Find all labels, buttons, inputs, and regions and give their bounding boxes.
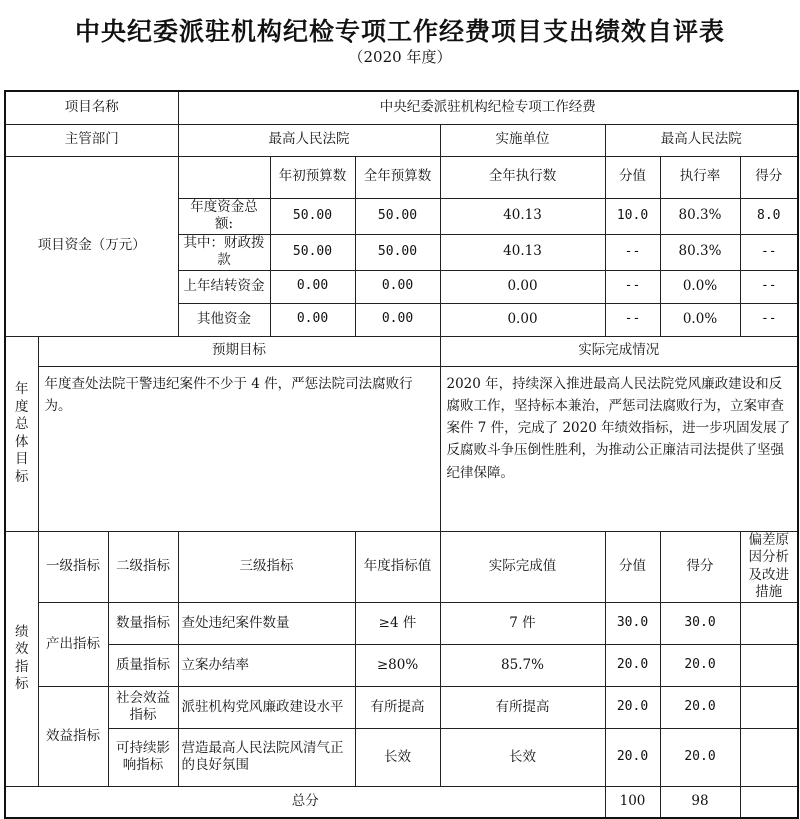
funds-row-initial: 0.00 [270, 303, 355, 336]
funds-row-annual: 0.00 [355, 270, 440, 303]
perf-target: ≥80% [355, 644, 440, 686]
perf-weight: 30.0 [605, 602, 660, 644]
actual-completion-label: 实际完成情况 [440, 336, 798, 366]
perf-score: 20.0 [660, 728, 740, 786]
funds-header-row [5, 156, 798, 198]
perf-reason [740, 686, 798, 728]
project-name-row [5, 91, 798, 124]
perf-label: 绩效指标 [5, 531, 38, 786]
perf-header-level1: 一级指标 [38, 531, 108, 602]
dept-row [5, 124, 798, 156]
perf-score: 20.0 [660, 644, 740, 686]
perf-weight: 20.0 [605, 728, 660, 786]
project-name-label: 项目名称 [5, 91, 178, 124]
impl-label: 实施单位 [440, 124, 605, 156]
funds-row-annual: 50.00 [355, 198, 440, 234]
perf-header-level2: 二级指标 [108, 531, 178, 602]
funds-row-executed: 40.13 [440, 234, 605, 270]
perf-level2: 质量指标 [108, 644, 178, 686]
perf-score: 20.0 [660, 686, 740, 728]
perf-level3: 查处违纪案件数量 [178, 602, 355, 644]
goals-header-row [5, 336, 798, 366]
perf-level2: 数量指标 [108, 602, 178, 644]
funds-row-label: 上年结转资金 [178, 270, 270, 303]
perf-target: 有所提高 [355, 686, 440, 728]
page-title: 中央纪委派驻机构纪检专项工作经费项目支出绩效自评表 [74, 17, 725, 46]
evaluation-table [4, 90, 799, 819]
funds-row-initial: 50.00 [270, 234, 355, 270]
perf-header-target: 年度指标值 [355, 531, 440, 602]
funds-row-score: -- [740, 270, 798, 303]
perf-level3: 立案办结率 [178, 644, 355, 686]
funds-row-initial: 50.00 [270, 198, 355, 234]
perf-actual: 85.7% [440, 644, 605, 686]
impl-value: 最高人民法院 [605, 124, 798, 156]
funds-row-rate: 80.3% [660, 198, 740, 234]
perf-level3: 派驻机构党风廉政建设水平 [178, 686, 355, 728]
expected-goal-text: 年度查处法院干警违纪案件不少于 4 件，严惩法院司法腐败行为。 [38, 366, 440, 531]
goals-label: 年度总体目标 [5, 336, 38, 531]
funds-row-score: -- [740, 234, 798, 270]
funds-label: 项目资金（万元） [5, 156, 178, 336]
perf-reason [740, 644, 798, 686]
perf-header-actual: 实际完成值 [440, 531, 605, 602]
funds-row-executed: 0.00 [440, 303, 605, 336]
funds-row-rate: 0.0% [660, 303, 740, 336]
funds-row-weight: 10.0 [605, 198, 660, 234]
perf-level2: 社会效益指标 [108, 686, 178, 728]
funds-row-weight: -- [605, 303, 660, 336]
total-row [5, 786, 798, 818]
perf-row [5, 644, 798, 686]
perf-target: ≥4 件 [355, 602, 440, 644]
total-weight: 100 [605, 786, 660, 818]
perf-header-score: 得分 [660, 531, 740, 602]
funds-header-executed: 全年执行数 [440, 156, 605, 198]
funds-row-score: 8.0 [740, 198, 798, 234]
total-blank-cell [740, 786, 798, 818]
perf-level3: 营造最高人民法院风清气正的良好氛围 [178, 728, 355, 786]
perf-header-level3: 三级指标 [178, 531, 355, 602]
perf-row [5, 686, 798, 728]
perf-weight: 20.0 [605, 686, 660, 728]
funds-row-label: 其他资金 [178, 303, 270, 336]
perf-row [5, 728, 798, 786]
perf-actual: 长效 [440, 728, 605, 786]
perf-target: 长效 [355, 728, 440, 786]
funds-header-annual: 全年预算数 [355, 156, 440, 198]
perf-header-weight: 分值 [605, 531, 660, 602]
funds-row-rate: 0.0% [660, 270, 740, 303]
perf-level2: 可持续影响指标 [108, 728, 178, 786]
funds-row-annual: 50.00 [355, 234, 440, 270]
total-label: 总分 [5, 786, 605, 818]
funds-header-score: 得分 [740, 156, 798, 198]
funds-row-initial: 0.00 [270, 270, 355, 303]
perf-reason [740, 728, 798, 786]
project-name-value: 中央纪委派驻机构纪检专项工作经费 [178, 91, 798, 124]
perf-header-row [5, 531, 798, 602]
funds-header-rate: 执行率 [660, 156, 740, 198]
funds-header-initial: 年初预算数 [270, 156, 355, 198]
funds-row-score: -- [740, 303, 798, 336]
perf-score: 30.0 [660, 602, 740, 644]
actual-completion-text: 2020 年，持续深入推进最高人民法院党风廉政建设和反腐败工作，坚持标本兼治，严惩司法腐败行为，立案审查案件 7 件，完成了 2020 年绩效指标，进一步巩固发展了反腐败斗争压倒性胜利，为推动公正廉洁司法提供了坚强纪律保障。 [440, 366, 798, 531]
total-score: 98 [660, 786, 740, 818]
dept-label: 主管部门 [5, 124, 178, 156]
funds-header-weight: 分值 [605, 156, 660, 198]
perf-reason [740, 602, 798, 644]
funds-row-label: 其中：财政拨款 [178, 234, 270, 270]
perf-level1: 效益指标 [38, 686, 108, 786]
perf-row [5, 602, 798, 644]
funds-row-annual: 0.00 [355, 303, 440, 336]
funds-row-rate: 80.3% [660, 234, 740, 270]
funds-row-executed: 0.00 [440, 270, 605, 303]
expected-goal-label: 预期目标 [38, 336, 440, 366]
perf-header-reason: 偏差原因分析及改进措施 [740, 531, 798, 602]
funds-row-executed: 40.13 [440, 198, 605, 234]
perf-level1: 产出指标 [38, 602, 108, 686]
funds-row-weight: -- [605, 234, 660, 270]
page-subtitle: （2020 年度） [348, 48, 452, 66]
dept-value: 最高人民法院 [178, 124, 440, 156]
funds-blank-cell [178, 156, 270, 198]
perf-weight: 20.0 [605, 644, 660, 686]
perf-actual: 有所提高 [440, 686, 605, 728]
goals-content-row [5, 366, 798, 531]
funds-row-label: 年度资金总额: [178, 198, 270, 234]
perf-actual: 7 件 [440, 602, 605, 644]
funds-row-weight: -- [605, 270, 660, 303]
